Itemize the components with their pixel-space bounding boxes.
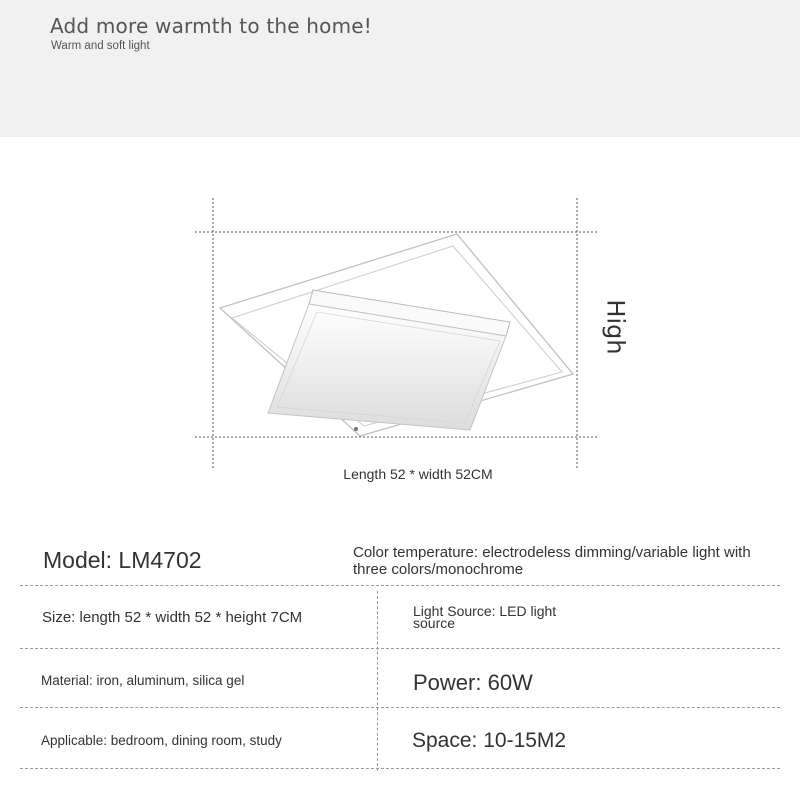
column-divider xyxy=(377,591,378,771)
divider xyxy=(20,585,780,586)
mount-point xyxy=(354,427,358,431)
dimension-label: Length 52 * width 52CM xyxy=(343,466,493,482)
divider xyxy=(20,768,780,769)
model-value: Model: LM4702 xyxy=(43,547,202,573)
spec-table xyxy=(0,530,800,780)
material-value: Material: iron, aluminum, silica gel xyxy=(41,673,245,688)
size-value: Size: length 52 * width 52 * height 7CM xyxy=(42,609,303,626)
power-value: Power: 60W xyxy=(413,670,533,695)
space-value: Space: 10-15M2 xyxy=(412,729,567,752)
divider xyxy=(20,648,780,649)
applicable-value: Applicable: bedroom, dining room, study xyxy=(41,733,282,748)
headline: Add more warmth to the home! xyxy=(50,14,373,38)
height-label: High xyxy=(601,299,630,355)
header-banner xyxy=(0,0,800,137)
divider xyxy=(20,707,780,708)
color-temperature-value: Color temperature: electrodeless dimming/variable light with three colors/monochrome xyxy=(353,544,751,578)
subheadline: Warm and soft light xyxy=(51,40,150,52)
light-source-value: Light Source: LED light source xyxy=(413,603,557,631)
